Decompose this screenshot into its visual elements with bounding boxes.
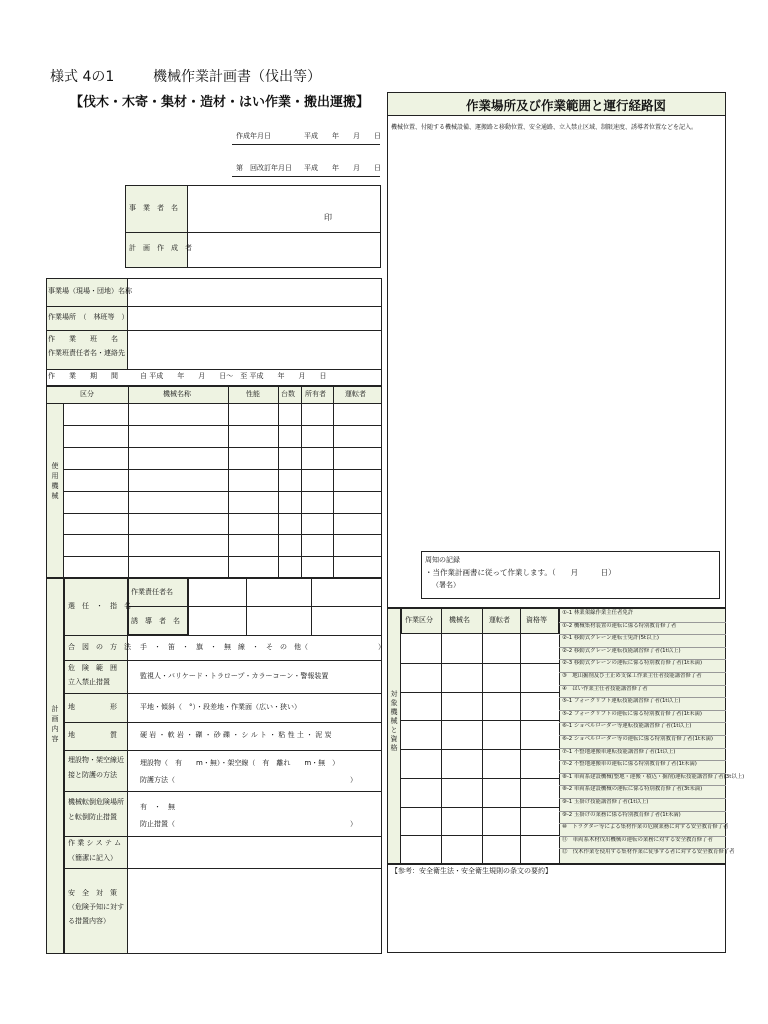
machine-cell[interactable] [334,514,381,534]
machine-cell[interactable] [229,448,277,468]
machine-cell[interactable] [302,426,332,446]
revised-date-label: 第 回改訂年月日 [236,164,292,172]
map-drawing-area[interactable] [389,132,724,550]
machine-cell[interactable] [129,492,227,512]
danger-value[interactable]: 監視人・バリケード・トラロープ・カラーコーン・警報装置 [140,672,329,680]
machine-cell[interactable] [65,492,127,512]
qualification-item: ②-3 移動式クレーンの運転に係る特別教育修了者(1t未満) [562,660,703,667]
qual-entry-cell[interactable] [402,721,440,748]
machine-cell[interactable] [129,404,227,424]
machine-cell[interactable] [129,448,227,468]
crew-input[interactable] [130,332,380,368]
form-title: 機械作業計画書（伐出等） [153,69,321,85]
machine-cell[interactable] [129,514,227,534]
machine-cell[interactable] [229,557,277,577]
machine-cell[interactable] [129,557,227,577]
buried-value-2[interactable]: 防護方法（ ） [140,776,357,784]
terrain-value[interactable]: 平地・傾斜（ °）・段差地・作業面（広い・狭い） [140,703,301,711]
operator-label: 事 業 者 名 [129,204,178,212]
qualification-item: ⑧-1 車両系建設機械(整地・運搬・積込・掘削)運転技能講習修了者(3t以上) [562,773,745,780]
chief-label: 作業責任者名 [131,588,173,596]
machine-cell[interactable] [229,426,277,446]
planner-label: 計 画 作 成 者 [129,244,192,252]
period-value[interactable]: 自 平成 年 月 日～ 至 平成 年 月 日 [140,372,327,380]
form-number: 様式 4の1 [50,69,115,85]
machines-group-label: 使用機械 [51,462,59,502]
fall-label-1: 機械転倒危険場所 [68,798,124,806]
machine-cell[interactable] [334,557,381,577]
qual-entry-cell[interactable] [483,750,519,777]
qual-entry-cell[interactable] [442,664,481,691]
site-name-input[interactable] [130,280,380,305]
machines-header-count: 台数 [281,390,295,398]
machine-cell[interactable] [279,470,300,490]
machine-cell[interactable] [65,404,127,424]
qual-header-license: 資格等 [526,616,547,624]
qualification-item: ⑪ 車両系木材伐出機械の運転の業務に対する安全教育修了者 [562,836,713,843]
machine-cell[interactable] [129,470,227,490]
qual-entry-cell[interactable] [402,693,440,720]
machine-cell[interactable] [279,448,300,468]
qual-entry-cell[interactable] [402,664,440,691]
machine-cell[interactable] [229,470,277,490]
system-label-1: 作 業 シ ス テ ム [68,839,122,847]
machines-header-performance: 性能 [246,390,260,398]
system-input[interactable] [130,838,380,866]
site-name-label: 事業場（現場・団地）名称 [48,287,132,295]
qualification-item: ⑨-1 玉掛け技能講習修了者(1t以上) [562,799,649,805]
qual-entry-cell[interactable] [521,779,558,806]
notice-sign[interactable]: （署名） [432,581,460,589]
qualification-item: ②-1 移動式クレーン運転士免許(5t以上) [562,635,660,642]
qual-entry-cell[interactable] [442,635,481,662]
qual-entry-cell[interactable] [521,664,558,691]
qualification-item: ⑥-1 ショベルローダー等運転技能講習修了者(1t以上) [562,723,692,730]
machine-cell[interactable] [302,404,332,424]
system-label-2: （簡潔に記入） [68,854,117,862]
machine-cell[interactable] [229,492,277,512]
qualification-item: ⑨-2 玉掛けの業務に係る特別教育修了者(1t未満) [562,811,681,818]
machine-cell[interactable] [279,514,300,534]
danger-label-1: 危 険 範 囲 [68,664,117,672]
machine-cell[interactable] [302,448,332,468]
qual-entry-cell[interactable] [483,693,519,720]
qual-entry-cell[interactable] [442,808,481,835]
qual-entry-cell[interactable] [442,693,481,720]
crew-leader-label: 作業班責任者名・連絡先 [48,349,125,357]
qualification-item: ⑤-2 フォークリフトの運転に係る特別教育修了者(1t未満) [562,710,702,717]
created-date-label: 作成年月日 [236,132,271,140]
work-place-input[interactable] [130,308,380,329]
machine-cell[interactable] [334,426,381,446]
qual-entry-cell[interactable] [483,808,519,835]
map-title: 作業場所及び作業範囲と運行経路図 [466,98,667,113]
seal-mark: 印 [324,213,332,222]
machine-cell[interactable] [334,492,381,512]
operator-input[interactable] [190,187,378,231]
created-date-value[interactable]: 平成 年 月 日 [304,132,381,140]
qual-entry-cell[interactable] [483,664,519,691]
qualification-item: ⑩ トラクター等による集材作業の危険業務に対する安全教育修了者 [562,824,729,831]
qual-entry-cell[interactable] [483,836,519,863]
buried-label-2: 接と防護の方法 [68,771,117,779]
qual-entry-cell[interactable] [442,836,481,863]
fall-value-2[interactable]: 防止措置（ ） [140,820,357,828]
soil-label: 地 質 [68,731,117,739]
signal-label: 合 図 の 方 法 [68,643,131,651]
qual-entry-cell[interactable] [483,721,519,748]
machine-cell[interactable] [129,535,227,555]
qualification-item: ①-1 林業架線作業主任者免許 [562,610,634,616]
qual-entry-cell[interactable] [521,836,558,863]
machine-cell[interactable] [302,557,332,577]
buried-value-1[interactable]: 埋設物（ 有 m・無）・架空線（ 有 離れ m・無 ） [140,759,340,767]
fall-label-2: と転倒防止措置 [68,813,117,821]
qualification-item: ⑦-2 不整地運搬車の運転に係る特別教育修了者(1t未満) [562,761,697,768]
qual-entry-cell[interactable] [483,635,519,662]
qualification-item: ①-2 機械集材装置の運転に係る特別教育修了者 [562,622,677,629]
machine-cell[interactable] [279,557,300,577]
machine-cell[interactable] [279,535,300,555]
reference-label: 【参考：安全衛生法・安全衛生規則の条文の要約】 [391,867,552,875]
revised-date-value[interactable]: 平成 年 月 日 [304,164,381,172]
qual-entry-cell[interactable] [442,750,481,777]
safety-label-2: （危険予知に対す [68,903,124,911]
safety-input[interactable] [130,870,380,952]
machine-cell[interactable] [279,492,300,512]
danger-label-2: 立入禁止措置 [68,678,110,686]
plan-group-label: 計画内容 [51,705,59,745]
form-subtitle: 【伐木・木寄・集材・造材・はい作業・搬出運搬】 [70,95,370,110]
machine-cell[interactable] [65,557,127,577]
machine-cell[interactable] [302,492,332,512]
machine-cell[interactable] [279,426,300,446]
chief-input-2[interactable] [248,580,308,605]
machine-cell[interactable] [334,404,381,424]
assignment-label: 選 任 ・ 指 名 [68,602,131,610]
machine-cell[interactable] [279,404,300,424]
notice-line: ・当作業計画書に従って作業します。（ 月 日） [425,568,616,577]
qual-entry-cell[interactable] [402,808,440,835]
qual-group-label: 対象機械と資格 [390,690,398,753]
qual-entry-cell[interactable] [442,721,481,748]
qualification-item: ③ 地山掘削及び土止め支保工作業主任者技能講習修了者 [562,673,702,679]
qual-entry-cell[interactable] [521,635,558,662]
machine-cell[interactable] [302,535,332,555]
qualification-item: ⑤-1 フォークリフト運転技能講習修了者(1t以上) [562,698,681,705]
qual-entry-cell[interactable] [483,779,519,806]
map-instruction: 機械位置、付随する機械設備、運搬路と移動位置、安全通路、立入禁止区域、制限速度、誘導者位置などを記入。 [391,124,698,131]
guide-input-2[interactable] [248,608,308,633]
guide-input-1[interactable] [190,608,244,633]
machine-cell[interactable] [302,514,332,534]
qualification-item: ④ はい作業主任者技能講習修了者 [562,685,648,692]
qual-entry-cell[interactable] [521,693,558,720]
qual-entry-cell[interactable] [521,750,558,777]
qualification-item: ②-2 移動式クレーン運転技能講習修了者(1t以上) [562,647,681,654]
machines-header-operator: 運転者 [345,390,366,398]
machine-cell[interactable] [65,535,127,555]
guide-label: 誘 導 者 名 [131,617,180,625]
chief-input-1[interactable] [190,580,244,605]
fall-value-1[interactable]: 有 ・ 無 [140,803,175,811]
machine-cell[interactable] [65,470,127,490]
safety-label-1: 安 全 対 策 [68,889,117,897]
qual-header-machine: 機械名 [449,616,470,624]
machines-header-name: 機械名称 [163,390,191,398]
qual-entry-cell[interactable] [402,836,440,863]
qual-entry-cell[interactable] [402,779,440,806]
machine-cell[interactable] [129,426,227,446]
notice-label: 周知の記録 [425,556,460,564]
terrain-label: 地 形 [68,703,117,711]
machine-cell[interactable] [229,514,277,534]
qual-entry-cell[interactable] [442,779,481,806]
machines-header-category: 区分 [80,390,94,398]
qualification-item: ⑧-2 車両系建設機械の運転に係る特別教育修了者(3t未満) [562,786,703,793]
work-place-label: 作業場所 （ 林班等 ） [48,313,129,321]
machine-cell[interactable] [65,448,127,468]
qualification-item: ⑦-1 不整地運搬車運転技能講習修了者(1t以上) [562,748,676,755]
machines-header-owner: 所有者 [305,390,326,398]
safety-label-3: る措置内容） [68,917,110,925]
machine-cell[interactable] [302,470,332,490]
machine-cell[interactable] [229,404,277,424]
planner-input[interactable] [190,234,378,266]
machine-cell[interactable] [229,535,277,555]
machine-cell[interactable] [65,426,127,446]
period-label: 作 業 期 間 [48,372,118,380]
machines-header-row [46,386,382,404]
qual-entry-cell[interactable] [521,808,558,835]
machine-cell[interactable] [65,514,127,534]
soil-value[interactable]: 硬 岩 ・ 軟 岩 ・ 礫 ・ 砂 礫 ・ シ ル ト ・ 粘 性 土 ・ 泥 炭 [140,731,332,739]
qual-entry-cell[interactable] [521,721,558,748]
qual-entry-cell[interactable] [402,750,440,777]
qual-header-operator: 運転者 [489,616,510,624]
qualification-item: ⑫ 伐木作業を使用する集材作業に従事する者に対する安全教育修了者 [562,849,735,856]
machine-cell[interactable] [334,470,381,490]
buried-label-1: 埋設物・架空線近 [68,756,124,764]
qualification-item: ⑥-2 ショベルローダー等の運転に係る特別教育修了者(1t未満) [562,736,713,742]
machine-cell[interactable] [334,535,381,555]
reference-box [387,864,726,953]
qual-header-category: 作業区分 [405,616,433,624]
signal-value[interactable]: 手 ・ 笛 ・ 旗 ・ 無 線 ・ そ の 他（ ） [140,643,385,651]
qual-entry-cell[interactable] [402,635,440,662]
crew-label: 作 業 班 名 [48,335,118,343]
machine-cell[interactable] [334,448,381,468]
